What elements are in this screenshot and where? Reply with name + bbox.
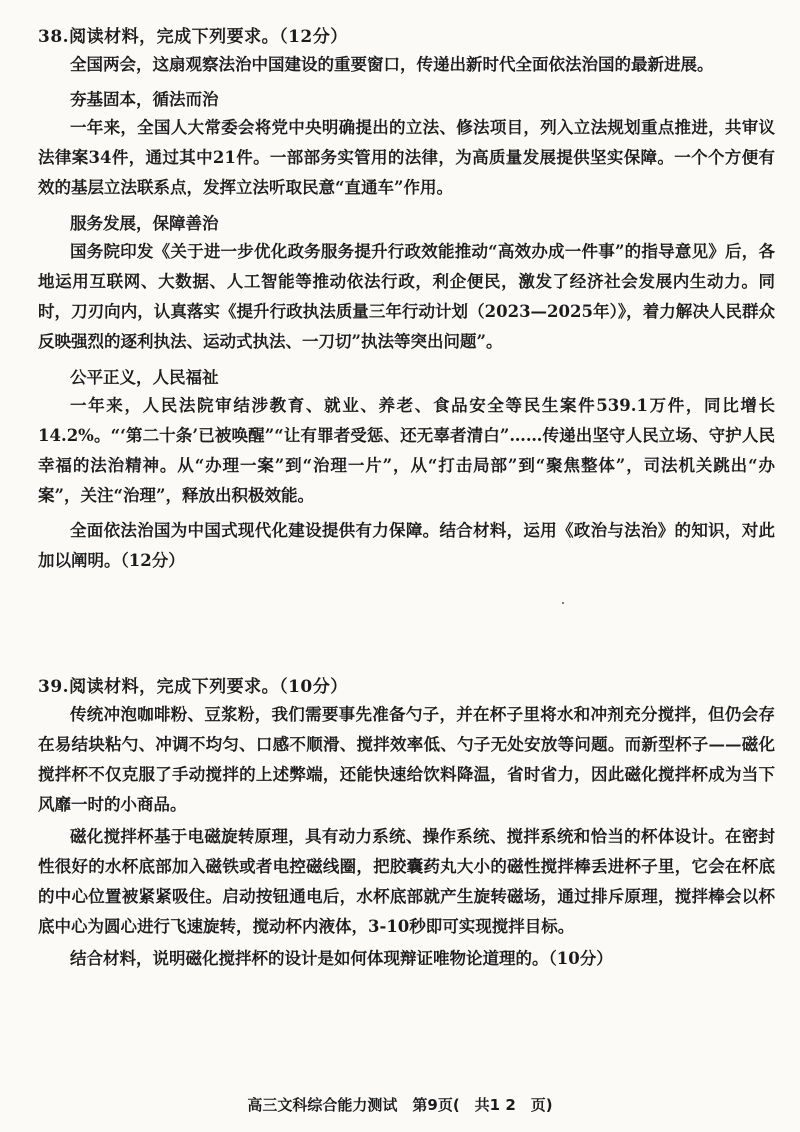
section-heading-2: 服务发展，保障善治 [70, 214, 219, 233]
section-text-3: 一年来，人民法院审结涉教育、就业、养老、食品安全等民生案件539.1万件，同比增长14.2%。“‘第二十条’已被唤醒”“让有罪者受惩、还无辜者清白”……传递出坚守人民立场、守护人民幸福的法治精神。从“办理一案”到“治理一片”，从“打击局部”到“聚焦整体”，司法机关跳出“办案”，关注“治理”，释放出积极效能。 [38, 396, 775, 505]
question-38-intro: 全国两会，这扇观察法治中国建设的重要窗口，传递出新时代全面依法治国的最新进展。 [70, 55, 714, 74]
question-39-paragraph-2: 磁化搅拌杯基于电磁旋转原理，具有动力系统、操作系统、搅拌系统和恰当的杯体设计。在密封性很好的水杯底部加入磁铁或者电控磁线圈，把胶囊药丸大小的磁性搅拌棒丢进杯子里，它会在杯底的中心位置被紧紧吸住。启动按钮通电后，水杯底部就产生旋转磁场，通过排斥原理，搅拌棒会以杯底中心为圆心进行飞速旋转，搅动杯内液体，3-10秒即可实现搅拌目标。 [38, 827, 775, 936]
section-heading-1: 夯基固本，循法而治 [70, 90, 219, 109]
question-39-title: 39.阅读材料，完成下列要求。（10分） [38, 677, 348, 697]
page-footer: 高三文科综合能力测试 第9页( 共1 2 页) [247, 1096, 553, 1114]
stray-mark [562, 602, 564, 604]
question-39-paragraph-1: 传统冲泡咖啡粉、豆浆粉，我们需要事先准备勺子，并在杯子里将水和冲剂充分搅拌，但仍会存在易结块粘勺、冲调不均匀、口感不顺滑、搅拌效率低、勺子无处安放等问题。而新型杯子——磁化搅拌杯不仅克服了手动搅拌的上述弊端，还能快速给饮料降温，省时省力，因此磁化搅拌杯成为当下风靡一时的小商品。 [38, 705, 775, 814]
section-heading-3: 公平正义，人民福祉 [70, 368, 219, 387]
question-38-title: 38.阅读材料，完成下列要求。（12分） [38, 27, 348, 47]
question-39-task: 结合材料，说明磁化搅拌杯的设计是如何体现辩证唯物论道理的。（10分） [70, 949, 613, 968]
section-text-1: 一年来，全国人大常委会将党中央明确提出的立法、修法项目，列入立法规划重点推进，共审议法律案34件，通过其中21件。一部部务实管用的法律，为高质量发展提供坚实保障。一个个方便有效的基层立法联系点，发挥立法听取民意“直通车”作用。 [38, 118, 775, 197]
question-38-task: 全面依法治国为中国式现代化建设提供有力保障。结合材料，运用《政治与法治》的知识，对此加以阐明。（12分） [38, 521, 775, 570]
section-text-2: 国务院印发《关于进一步优化政务服务提升行政效能推动“高效办成一件事”的指导意见》后，各地运用互联网、大数据、人工智能等推动依法行政，利企便民，激发了经济社会发展内生动力。同时，刀刃向内，认真落实《提升行政执法质量三年行动计划（2023—2025年）》，着力解决人民群众反映强烈的逐利执法、运动式执法、一刀切”执法等突出问题”。 [38, 242, 775, 351]
